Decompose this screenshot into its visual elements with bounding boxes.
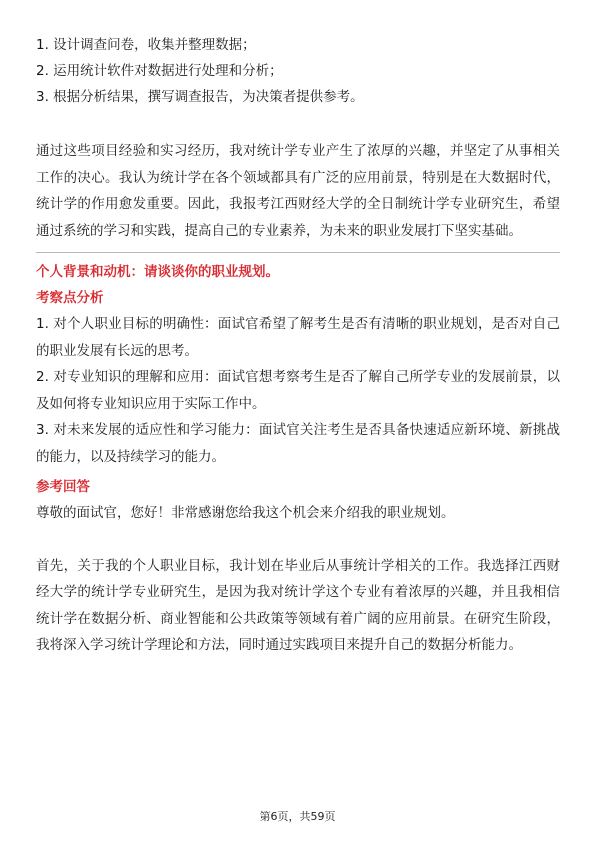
- section-divider: [36, 252, 560, 253]
- list-item: 2. 运用统计软件对数据进行处理和分析；: [36, 63, 283, 79]
- list-item: 3. 根据分析结果，撰写调查报告，为决策者提供参考。: [36, 89, 364, 105]
- answer-heading: 参考回答: [36, 479, 90, 495]
- document-page: [36, 32, 560, 659]
- question-title: 个人背景和动机：请谈谈你的职业规划。: [36, 264, 279, 280]
- spacer: [36, 527, 560, 553]
- spacer: [36, 110, 560, 138]
- page-number: 第6页，共59页: [259, 810, 336, 823]
- answer-paragraph: 首先，关于我的个人职业目标，我计划在毕业后从事统计学相关的工作。我选择江西财经大学的统计学专业研究生，是因为我对统计学这个专业有着浓厚的兴趣，并且我相信统计学在数据分析、商业智能和公共政策等领域有着广阔的应用前景。在研究生阶段，我将深入学习统计学理论和方法，同时通过实践项目来提升自己的数据分析能力。: [36, 557, 560, 653]
- analysis-item: 3. 对未来发展的适应性和学习能力：面试官关注考生是否具备快速适应新环境、新挑战的能力，以及持续学习的能力。: [36, 422, 560, 465]
- analysis-item: 2. 对专业知识的理解和应用：面试官想考察考生是否了解自己所学专业的发展前景，以及如何将专业知识应用于实际工作中。: [36, 369, 560, 412]
- analysis-list: [36, 311, 560, 470]
- list-item: 1. 设计调查问卷，收集并整理数据；: [36, 37, 256, 53]
- answer-opening: 尊敬的面试官，您好！非常感谢您给我这个机会来介绍我的职业规划。: [36, 505, 455, 521]
- intro-paragraph: 通过这些项目经验和实习经历，我对统计学专业产生了浓厚的兴趣，并坚定了从事相关工作的决心。我认为统计学在各个领域都具有广泛的应用前景，特别是在大数据时代，统计学的作用愈发重要。因此，我报考江西财经大学的全日制统计学专业研究生，希望通过系统的学习和实践，提高自己的专业素养，为未来的职业发展打下坚实基础。: [36, 143, 560, 239]
- analysis-item: 1. 对个人职业目标的明确性：面试官希望了解考生是否有清晰的职业规划，是否对自己的职业发展有长远的思考。: [36, 316, 560, 359]
- numbered-list: [36, 32, 560, 110]
- analysis-heading: 考察点分析: [36, 290, 104, 306]
